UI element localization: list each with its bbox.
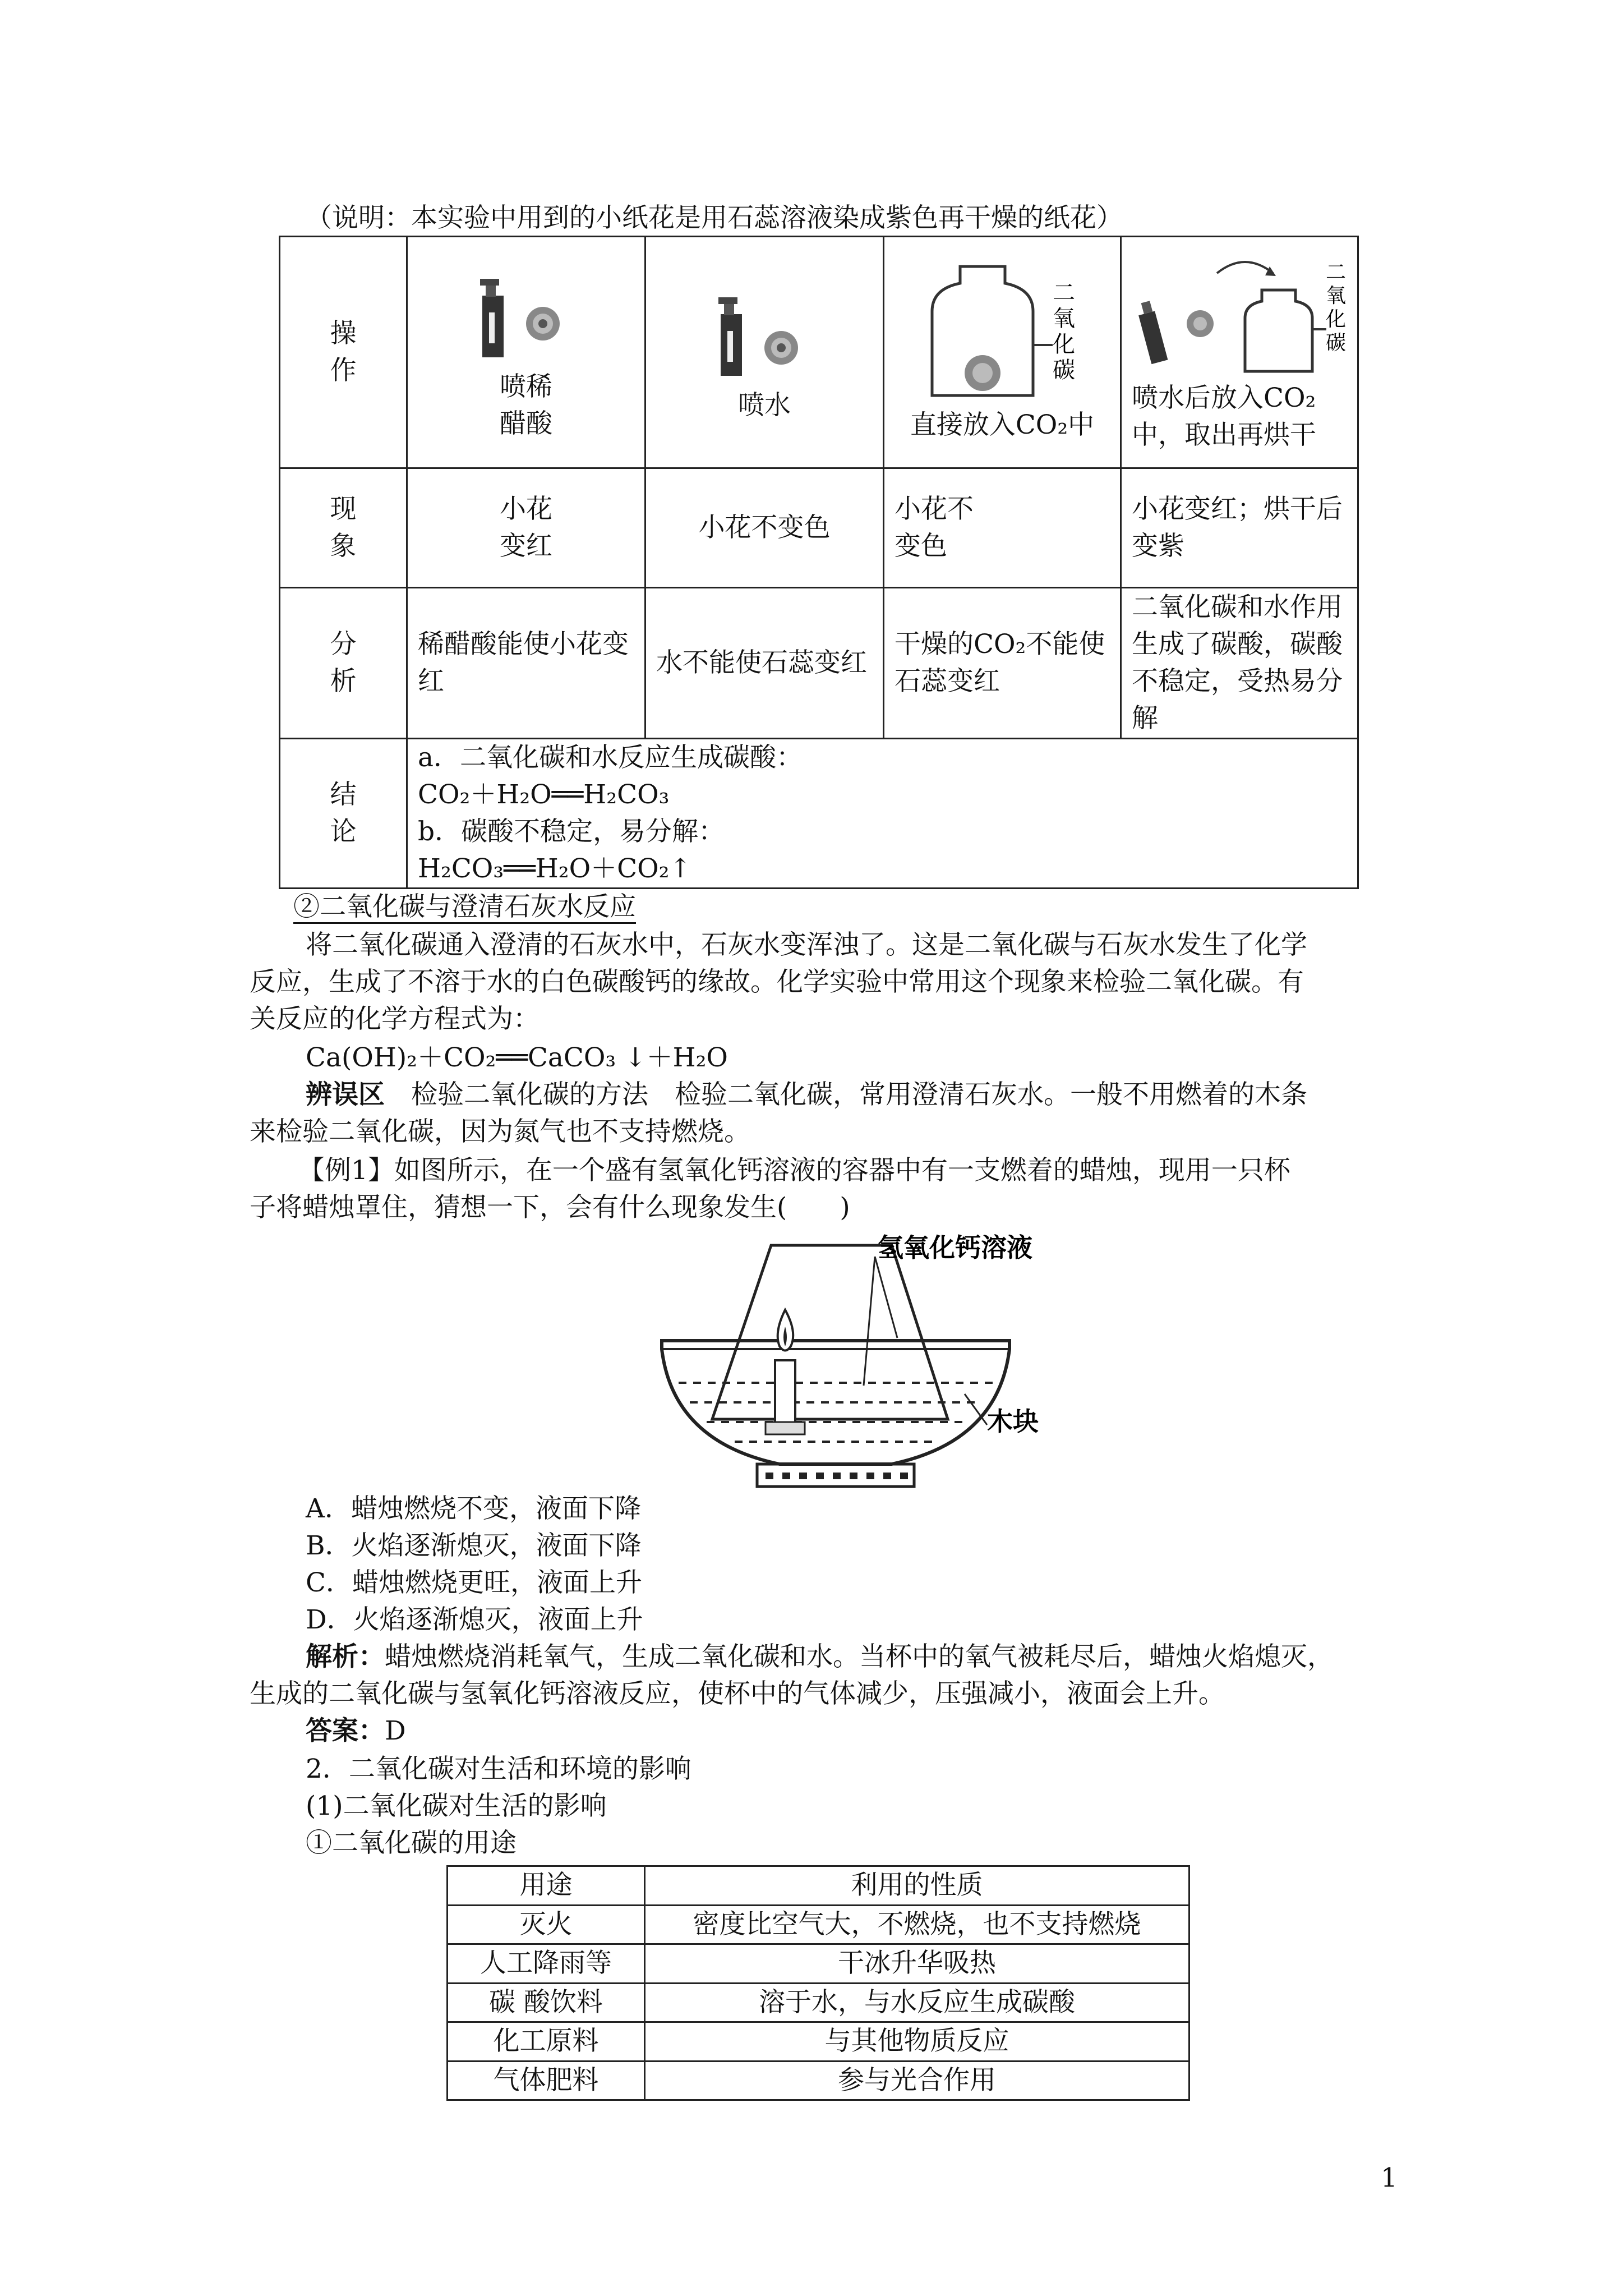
table-row: 灭火 密度比空气大，不燃烧，也不支持燃烧 [448, 1905, 1189, 1944]
row-label-operation: 操作 [280, 237, 407, 468]
option-c: C．蜡烛燃烧更旺，液面上升 [306, 1567, 642, 1598]
operation-label: 喷水 [738, 390, 791, 421]
operation-label: 喷稀醋酸 [500, 371, 552, 439]
analysis-cell: 干燥的CO₂不能使石蕊变红 [884, 588, 1121, 739]
heading-2-1: (1)二氧化碳对生活的影响 [306, 1791, 607, 1821]
phenomenon-cell: 小花不变色 [884, 468, 1121, 588]
phenomenon-cell: 小花变红 [407, 468, 645, 588]
wood-label: 木块 [987, 1406, 1039, 1437]
paragraph-line: 将二氧化碳通入澄清的石灰水中，石灰水变浑浊了。这是二氧化碳与石灰水发生了化学 [306, 930, 1307, 960]
analysis-cell: 稀醋酸能使小花变红 [407, 588, 645, 739]
table-row [280, 739, 1358, 889]
column-header: 利用的性质 [645, 1866, 1189, 1906]
option-d: D．火焰逐渐熄灭，液面上升 [306, 1604, 643, 1635]
mistake-line: 来检验二氧化碳，因为氮气也不支持燃烧。 [250, 1116, 750, 1147]
equation: Ca(OH)₂＋CO₂══CaCO₃ ↓＋H₂O [306, 1042, 728, 1073]
table-row: 化工原料 与其他物质反应 [448, 2022, 1189, 2062]
conclusion-line: b．碳酸不稳定，易分解： [418, 816, 725, 847]
usage-table [446, 1865, 1190, 2101]
sprayer-flower-icon [470, 262, 582, 369]
sprayer-flower-icon [708, 280, 820, 387]
conclusion-line: H₂CO₃══H₂O＋CO₂↑ [418, 853, 691, 884]
paragraph-line: 关反应的化学方程式为： [250, 1004, 540, 1034]
row-label-analysis: 分析 [280, 588, 407, 739]
experiment-table [279, 236, 1359, 889]
conclusion-cell [407, 739, 1358, 889]
mistake-line: 辨误区 检验二氧化碳的方法 检验二氧化碳，常用澄清石灰水。一般不用燃着的木条 [306, 1079, 1307, 1110]
table-row [280, 468, 1358, 588]
example-line: 【例1】如图所示，在一个盛有氢氧化钙溶液的容器中有一支燃着的蜡烛，现用一只杯 [298, 1155, 1290, 1186]
analysis-cell: 二氧化碳和水作用生成了碳酸，碳酸不稳定，受热易分解 [1121, 588, 1358, 739]
section-title: ②二氧化碳与澄清石灰水反应 [293, 889, 636, 926]
answer-line: 答案：D [306, 1715, 406, 1746]
table-row: 碳 酸饮料 溶于水，与水反应生成碳酸 [448, 1983, 1189, 2022]
operation-cell [407, 237, 645, 468]
row-label-phenomenon: 现象 [280, 468, 407, 588]
table-row [280, 588, 1358, 739]
row-label-conclusion: 结论 [280, 739, 407, 889]
table-header-row [448, 1866, 1189, 1906]
spray-then-jar-icon [1133, 251, 1346, 380]
phenomenon-cell: 小花不变色 [645, 468, 884, 588]
paragraph-line: 反应，生成了不溶于水的白色碳酸钙的缘故。化学实验中常用这个现象来检验二氧化碳。有 [250, 967, 1304, 997]
example-line: 子将蜡烛罩住，猜想一下，会有什么现象发生( ) [250, 1192, 850, 1223]
analysis-line: 生成的二氧化碳与氢氧化钙溶液反应，使杯中的气体减少，压强减小，液面会上升。 [250, 1678, 1225, 1709]
conclusion-line: a．二氧化碳和水反应生成碳酸： [418, 742, 803, 773]
solution-label: 氢氧化钙溶液 [878, 1234, 1032, 1263]
analysis-line: 解析：蜡烛燃烧消耗氧气，生成二氧化碳和水。当杯中的氧气被耗尽后，蜡烛火焰熄灭， [306, 1641, 1334, 1672]
option-a: A．蜡烛燃烧不变，液面下降 [306, 1493, 641, 1524]
operation-cell [884, 237, 1121, 468]
table-row: 人工降雨等 干冰升华吸热 [448, 1944, 1189, 1984]
analysis-cell: 水不能使石蕊变红 [645, 588, 884, 739]
column-header: 用途 [448, 1866, 645, 1906]
jar-label: 二氧化碳 [1053, 280, 1075, 383]
phenomenon-cell: 小花变红；烘干后变紫 [1121, 468, 1358, 588]
operation-label: 直接放入CO₂中 [910, 409, 1095, 440]
heading-2-1-1: ①二氧化碳的用途 [306, 1828, 517, 1858]
option-b: B．火焰逐渐熄灭，液面下降 [306, 1530, 642, 1561]
table-row [280, 237, 1358, 468]
operation-label: 喷水后放入CO₂中，取出再烘干 [1132, 383, 1316, 450]
candle-bowl-figure [651, 1234, 1054, 1503]
operation-cell [1121, 237, 1358, 468]
svg-text:二氧化碳: 二氧化碳 [1325, 261, 1346, 355]
note-text: （说明：本实验中用到的小纸花是用石蕊溶液染成紫色再干燥的纸花） [306, 203, 1123, 233]
page-number: 1 [1381, 2162, 1398, 2193]
gas-jar-icon [926, 261, 1078, 407]
conclusion-line: CO₂＋H₂O══H₂CO₃ [418, 779, 670, 810]
heading-2: 2．二氧化碳对生活和环境的影响 [306, 1754, 691, 1784]
operation-cell [645, 237, 884, 468]
table-row: 气体肥料 参与光合作用 [448, 2061, 1189, 2100]
